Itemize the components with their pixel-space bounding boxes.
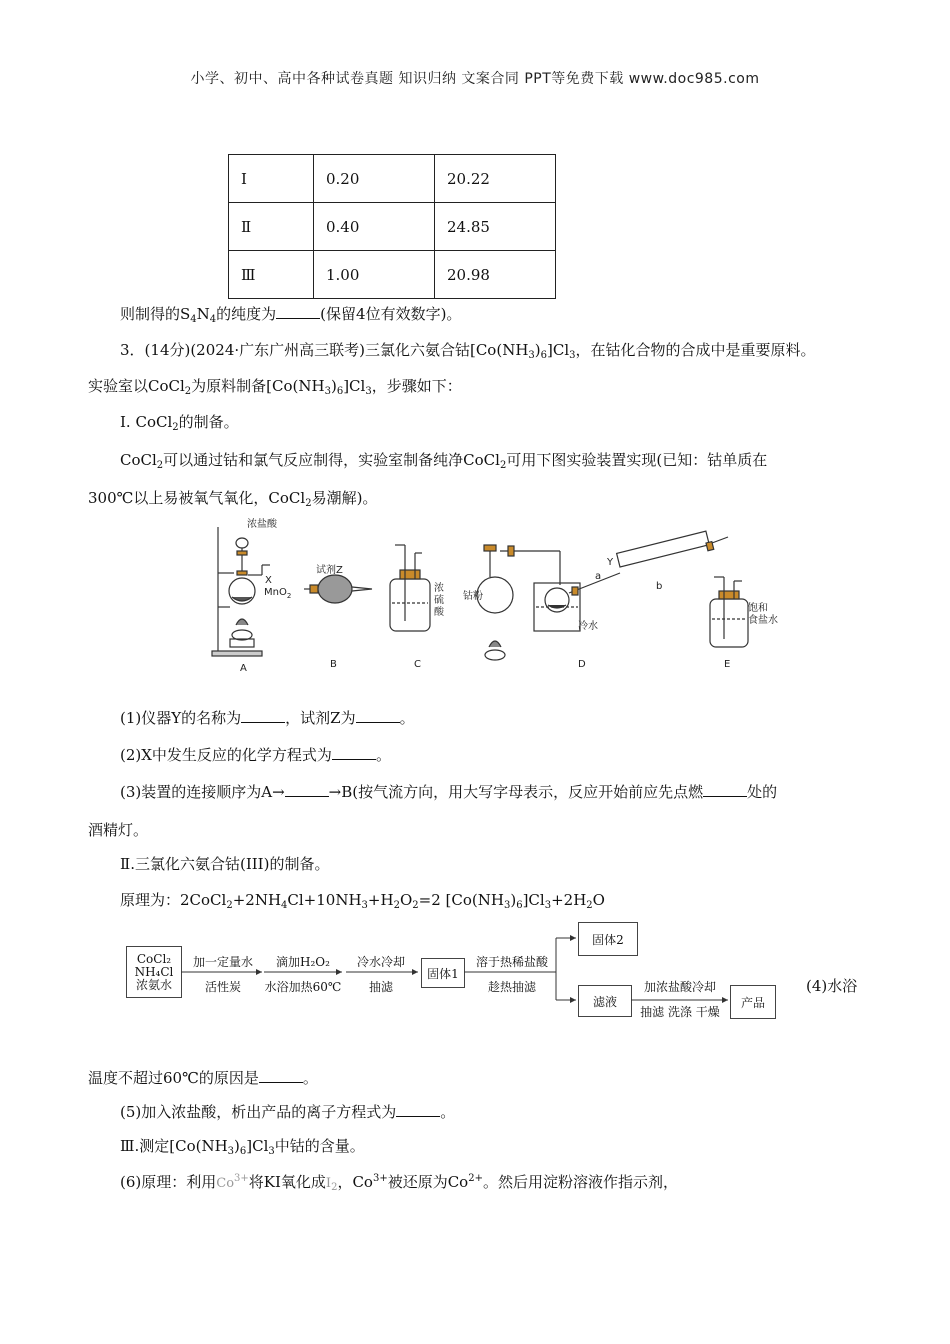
label-conc-hcl: 浓盐酸 xyxy=(247,519,277,530)
flow-filtrate-box: 滤液 xyxy=(578,985,632,1017)
flow-step1-top: 加一定量水 xyxy=(192,955,253,969)
section-1-title: Ⅰ. CoCl$_2$的制备。 xyxy=(120,413,239,433)
question-3-title: 3．(14分)(2024·广东广州高三联考)三氯化六氨合钴$[Co(NH_3)_6]Cl_3$，在钴化合物的合成中是重要原料。 xyxy=(120,341,816,361)
table-cell: 0.20 xyxy=(314,155,435,203)
flow-solid2-box: 固体2 xyxy=(578,922,638,956)
purity-line: 则制得的$S_4N_4$的纯度为 (保留4位有效数字)。 xyxy=(120,305,462,325)
table-cell: 24.85 xyxy=(435,203,556,251)
label-y: Y xyxy=(607,557,614,568)
table-cell: Ⅰ xyxy=(229,155,314,203)
label-a: a xyxy=(595,571,602,582)
label-apparatus-b: B xyxy=(330,659,337,670)
question-3-line-1: (3)装置的连接顺序为A→ →B(按气流方向，用大写字母表示，反应开始前应先点燃 处的 xyxy=(120,783,778,801)
paragraph-1-line-1: CoCl$_2$可以通过钴和氯气反应制得，实验室制备纯净CoCl$_2$可用下图实验装置实现(已知：钴单质在 xyxy=(120,451,768,471)
flow-product-box: 产品 xyxy=(730,985,776,1019)
label-cobalt-powder: 钴粉 xyxy=(463,591,483,602)
section-3-title: Ⅲ.测定$[Co(NH_3)_6]Cl_3$中钴的含量。 xyxy=(120,1137,365,1157)
table-cell: Ⅲ xyxy=(229,251,314,299)
flow-step5-bottom: 抽滤 洗涤 干燥 xyxy=(640,1005,720,1019)
label-apparatus-a: A xyxy=(240,663,247,674)
question-5: (5)加入浓盐酸，析出产品的离子方程式为 。 xyxy=(120,1103,456,1121)
question-4: 温度不超过60℃的原因是 。 xyxy=(88,1069,318,1087)
question-3-line-2: 酒精灯。 xyxy=(88,821,149,839)
answer-blank[interactable] xyxy=(396,1102,440,1117)
table-cell: Ⅱ xyxy=(229,203,314,251)
question-6: (6)原理：利用$Co^{3+}$将KI氧化成$I_2$，$Co^{3+}$被还原为$Co^{2+}$。然后用淀粉溶液作指示剂， xyxy=(120,1173,678,1193)
label-mno2: MnO$_2$ xyxy=(264,587,292,600)
label-cold-water: 冷水 xyxy=(578,621,598,632)
co3-ion-image-text: $Co^{3+}$ xyxy=(216,1173,249,1191)
label-conc-h2so4-2: 硫 xyxy=(434,595,444,606)
paragraph-1-line-2: 300℃以上易被氧气氧化，CoCl$_2$易潮解)。 xyxy=(88,489,378,509)
flow-step1-bottom: 活性炭 xyxy=(204,980,241,994)
flow-solid1-box: 固体1 xyxy=(421,958,465,988)
flow-step3-bottom: 抽滤 xyxy=(368,980,393,994)
label-b: b xyxy=(656,581,663,592)
reaction-equation: 原理为：$2CoCl_2+2NH_4Cl+10NH_3+H_2O_2=2$ $[Co(NH_3)_6]Cl_3+2H_2O$ xyxy=(120,891,605,911)
table-cell: 20.22 xyxy=(435,155,556,203)
flow-step5-top: 加浓盐酸冷却 xyxy=(643,980,716,994)
question-4-start: (4)水浴 xyxy=(806,977,858,995)
question-2: (2)X中发生反应的化学方程式为 。 xyxy=(120,746,391,764)
label-apparatus-c: C xyxy=(414,659,421,670)
label-conc-h2so4-3: 酸 xyxy=(434,607,444,618)
question-1: (1)仪器Y的名称为 ，试剂Z为 。 xyxy=(120,709,415,727)
label-conc-h2so4-1: 浓 xyxy=(434,583,444,594)
table-cell: 20.98 xyxy=(435,251,556,299)
flow-step2-top: 滴加H₂O₂ xyxy=(276,955,330,969)
flow-step2-bottom: 水浴加热60℃ xyxy=(264,980,342,994)
table-cell: 1.00 xyxy=(314,251,435,299)
label-apparatus-e: E xyxy=(724,659,731,670)
page-header: 小学、初中、高中各种试卷真题 知识归纳 文案合同 PPT等免费下载 www.doc985.com xyxy=(190,71,760,87)
label-apparatus-d: D xyxy=(578,659,586,670)
question-3-intro: 实验室以CoCl$_2$为原料制备$[Co(NH_3)_6]Cl_3$，步骤如下： xyxy=(88,377,462,397)
flow-start-box: CoCl₂ NH₄Cl 浓氨水 xyxy=(126,946,182,998)
flow-step3-top: 冷水冷却 xyxy=(356,955,405,969)
label-reagent-z: 试剂Z xyxy=(316,565,343,576)
label-x: X xyxy=(265,575,272,586)
label-brine-2: 食盐水 xyxy=(748,615,778,626)
flow-step4-top: 溶于热稀盐酸 xyxy=(475,955,548,969)
section-2-title: Ⅱ.三氯化六氨合钴(III)的制备。 xyxy=(120,855,330,873)
i2-image-text: $I_2$ xyxy=(325,1176,338,1193)
table-cell: 0.40 xyxy=(314,203,435,251)
flow-step4-bottom: 趁热抽滤 xyxy=(487,980,536,994)
answer-blank[interactable] xyxy=(259,1068,303,1083)
label-brine-1: 饱和 xyxy=(748,603,768,614)
